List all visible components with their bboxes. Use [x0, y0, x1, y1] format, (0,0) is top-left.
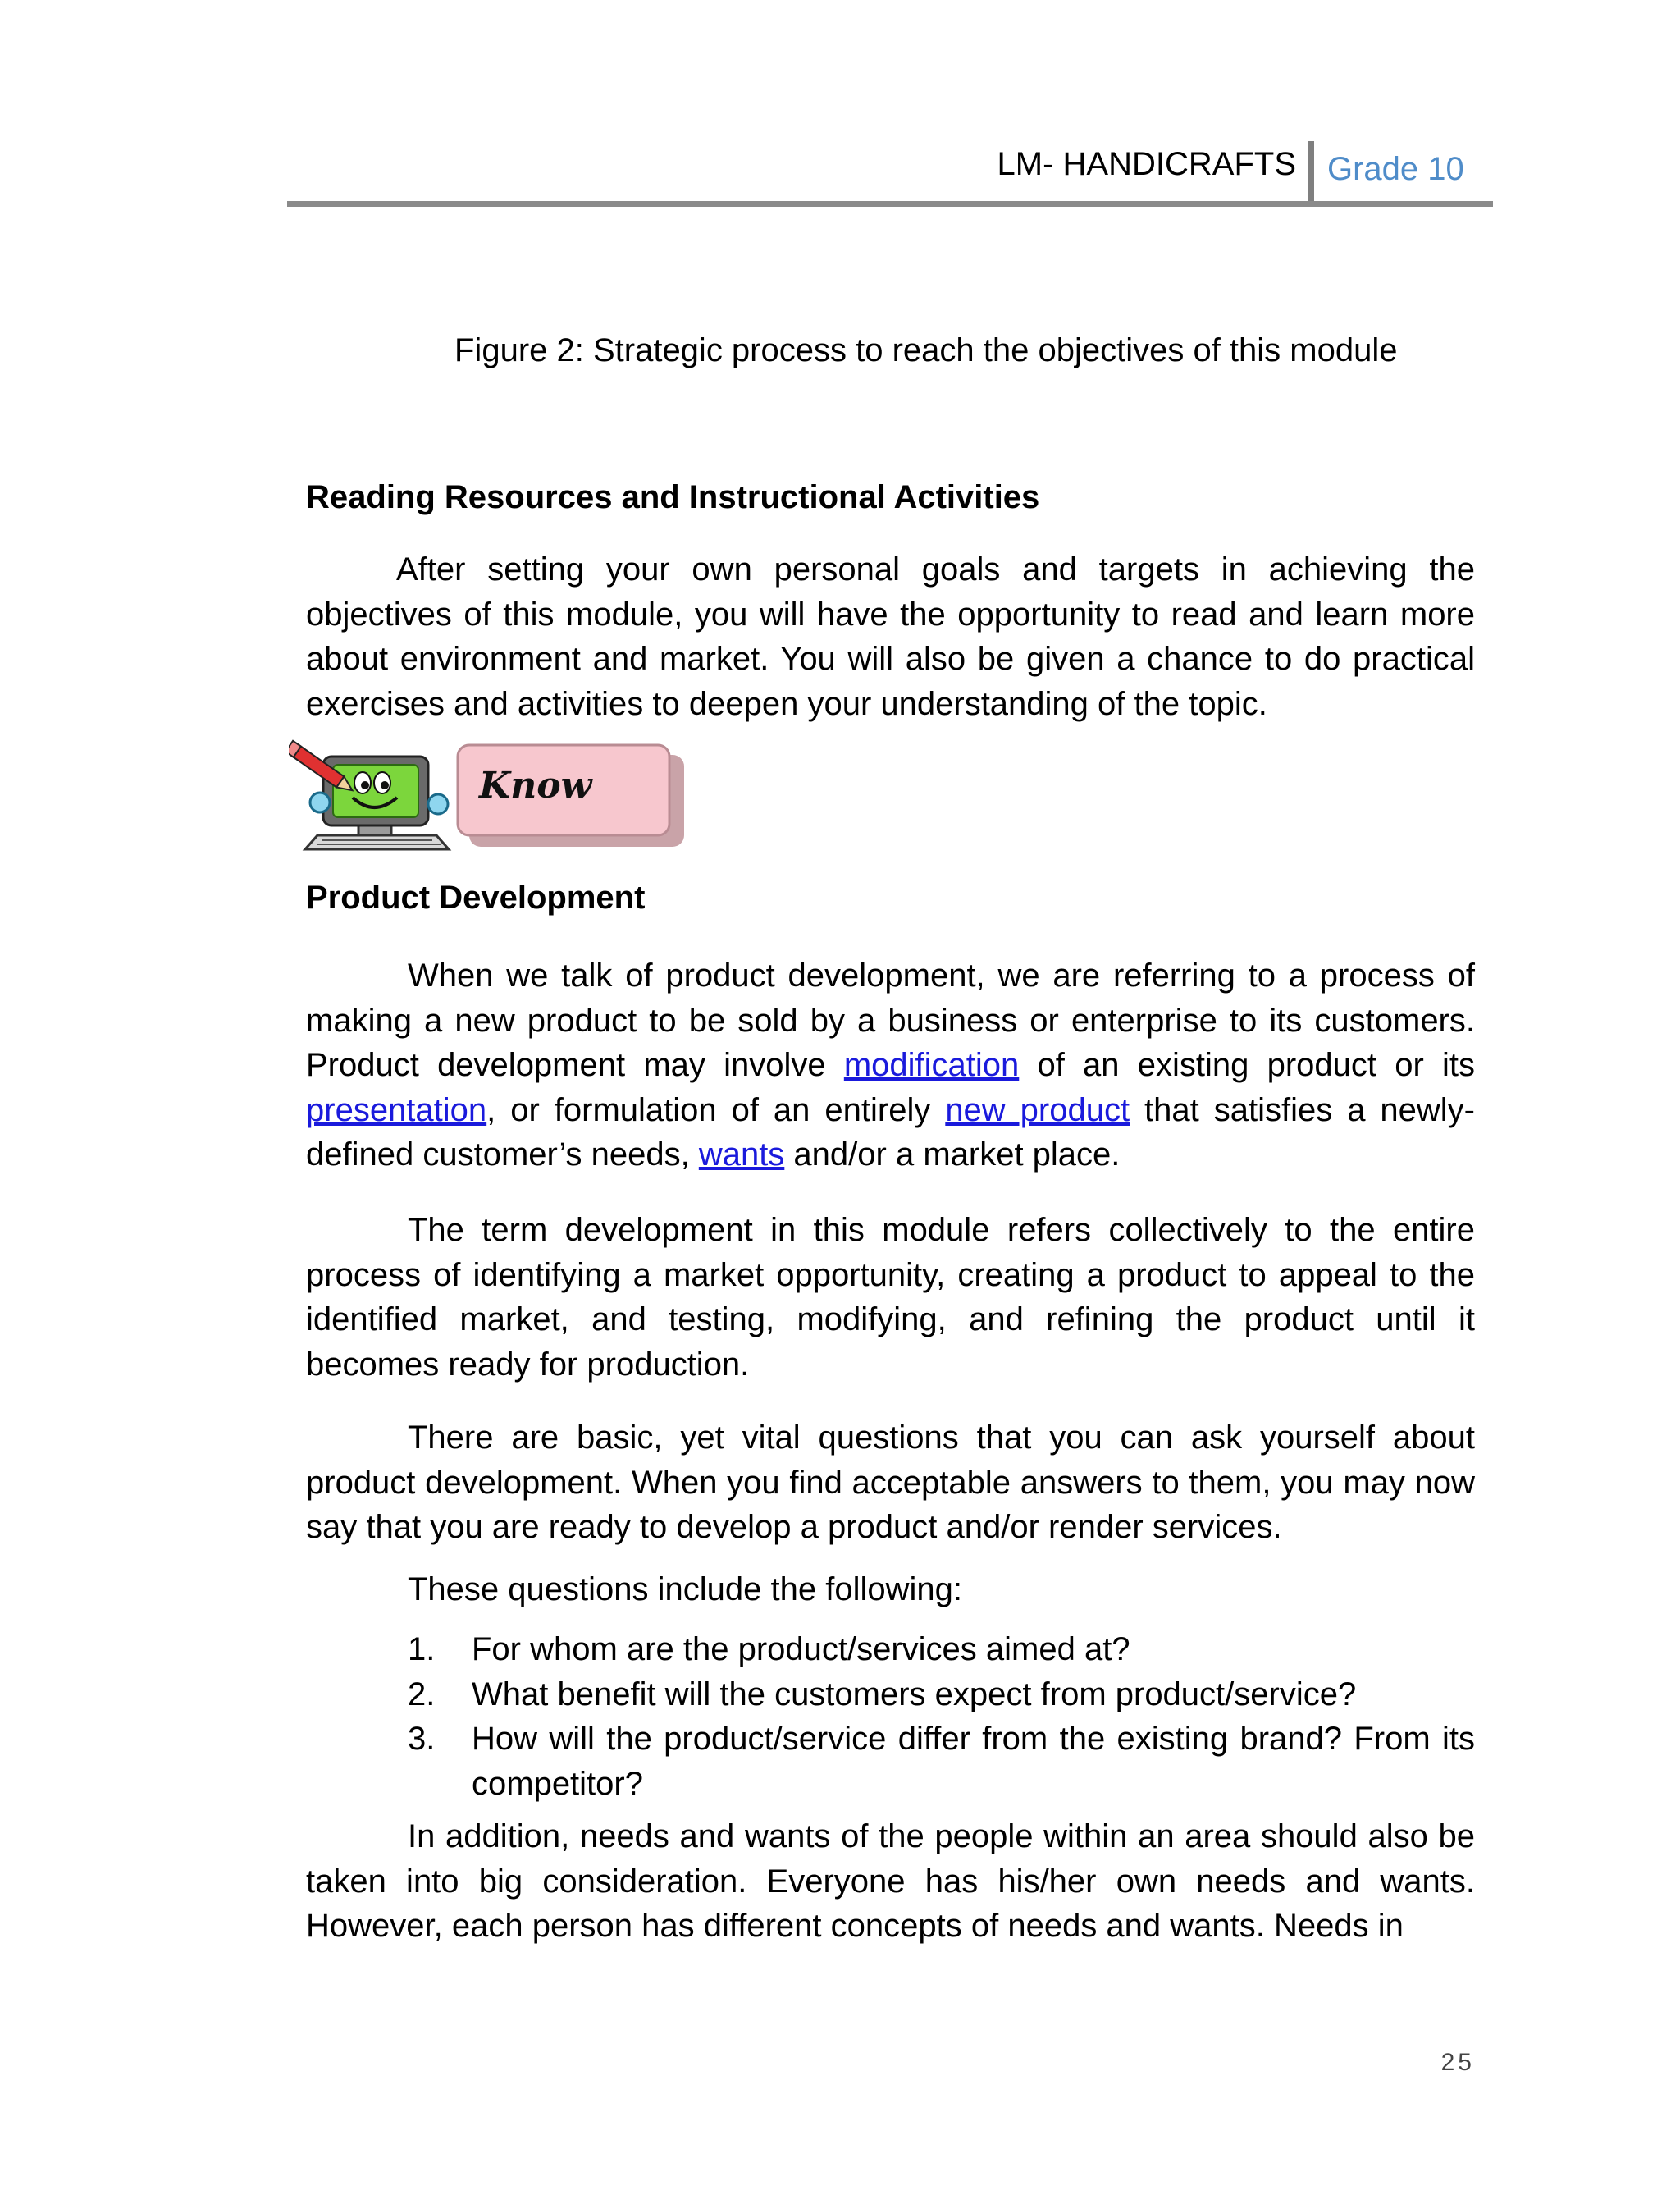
header-grade: Grade 10: [1327, 151, 1464, 187]
list-item-number: 2.: [408, 1676, 436, 1712]
p1-text-5: and/or a market place.: [784, 1136, 1121, 1173]
questions-intro: These questions include the following:: [408, 1571, 962, 1607]
product-paragraph-4: In addition, needs and wants of the people within an area should also be taken into big consideration. Everyone has his/her own needs and wants. However, each person has different concepts of needs and wants. Needs in: [306, 1818, 1475, 1944]
product-paragraph-1: [306, 953, 1475, 1177]
page-number: 25: [1440, 2049, 1475, 2076]
new-product-link[interactable]: new product: [945, 1091, 1130, 1128]
list-item: [408, 1717, 1475, 1806]
know-banner-label: Know: [479, 765, 592, 807]
list-item-number: 3.: [408, 1721, 436, 1757]
p1-text-3: , or formulation of an entirely: [486, 1091, 946, 1128]
header-rule: [287, 201, 1493, 207]
list-item-number: 1.: [408, 1631, 436, 1667]
list-item: [408, 1627, 1475, 1672]
list-item: [408, 1672, 1475, 1717]
p1-text-1: When we talk of product development, we are referring to a process of making a new product to be sold by a business or enterprise to its customers. Product development may involve: [306, 958, 1475, 1083]
product-heading: Product Development: [306, 880, 646, 916]
list-item-text: What benefit will the customers expect from product/service?: [472, 1676, 1357, 1712]
p1-text-2: of an existing product or its: [1019, 1047, 1475, 1083]
figure-caption: Figure 2: Strategic process to reach the objectives of this module: [454, 332, 1398, 368]
questions-list: [408, 1627, 1475, 1806]
know-banner: [289, 738, 691, 855]
product-paragraph-2: The term development in this module refers collectively to the entire process of identifying a market opportunity, creating a product to appeal to the identified market, and testing, modifying, and refining the product until it becomes ready for production.: [306, 1212, 1475, 1383]
header-title: LM- HANDICRAFTS: [997, 146, 1296, 182]
reading-heading: Reading Resources and Instructional Activities: [306, 479, 1040, 515]
modification-link[interactable]: modification: [843, 1047, 1020, 1083]
presentation-link[interactable]: presentation: [306, 1091, 487, 1128]
list-item-text: For whom are the product/services aimed at?: [472, 1631, 1130, 1667]
p1-text-4: that satisfies a newly-defined customer’s needs,: [306, 1091, 1475, 1173]
list-item-text: How will the product/service differ from the existing brand? From its competitor?: [472, 1721, 1475, 1802]
reading-paragraph: After setting your own personal goals and targets in achieving the objectives of this module, you will have the opportunity to read and learn more about environment and market. You will also be given a chance to do practical exercises and activities to deepen your understanding of the topic.: [306, 551, 1475, 722]
product-paragraph-3: There are basic, yet vital questions that you can ask yourself about product development. When you find acceptable answers to them, you may now say that you are ready to develop a product and/or render services.: [306, 1420, 1475, 1545]
computer-mascot-pencil-icon: [289, 741, 449, 849]
wants-link[interactable]: wants: [698, 1136, 785, 1173]
header-divider: [1308, 141, 1314, 203]
